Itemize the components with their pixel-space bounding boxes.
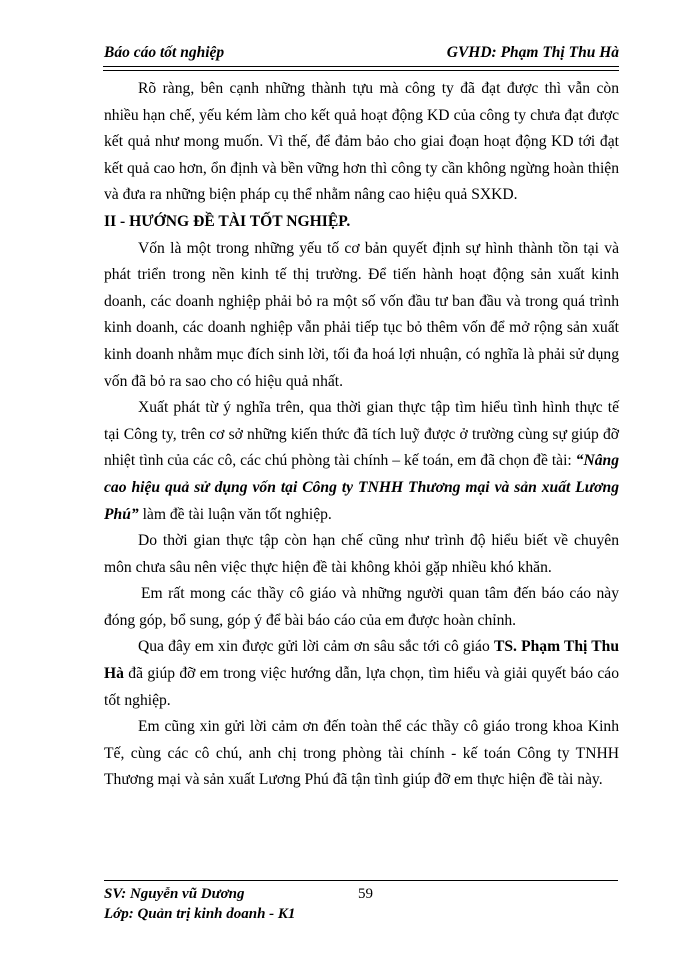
thanks-intro: Qua đây em xin được gửi lời cảm ơn sâu sắc tới cô giáo	[138, 638, 494, 656]
topic-end: làm đề tài luận văn tốt nghiệp.	[138, 505, 332, 523]
paragraph-capital: Vốn là một trong những yếu tố cơ bản quyết định sự hình thành tồn tại và phát triển trong nền kinh tế thị trường. Để tiến hành hoạt động sản xuất kinh doanh, các doanh nghiệp phải bỏ ra một số vốn đầu tư ban đầu và trong quá trình kinh doanh, các doanh nghiệp vẫn phải tiếp tục bỏ thêm vốn để mở rộng sản xuất kinh doanh nhằm mục đích sinh lời, tối đa hoá lợi nhuận, có nghĩa là phải sử dụng vốn đã bỏ ra sao cho có hiệu quả nhất.	[104, 239, 619, 390]
paragraph-feedback: Em rất mong các thầy cô giáo và những người quan tâm đến báo cáo này đóng góp, bổ sung, góp ý để bài báo cáo của em được hoàn chỉnh.	[104, 585, 619, 629]
page-body	[104, 76, 619, 794]
header-divider	[103, 66, 619, 71]
header-report-title: Báo cáo tốt nghiệp	[104, 44, 225, 61]
paragraph-topic	[104, 395, 619, 528]
paragraph-thanks-supervisor	[104, 634, 619, 714]
topic-title: “Nâng cao hiệu quả sử dụng vốn tại Công ty TNHH Thương mại và sản xuất Lương Phú”	[104, 452, 619, 523]
page-footer	[104, 884, 295, 924]
header-supervisor: GVHD: Phạm Thị Thu Hà	[446, 44, 619, 61]
footer-student: SV: Nguyễn vũ Dương	[104, 886, 245, 902]
footer-class: Lớp: Quản trị kinh doanh - K1	[104, 906, 296, 922]
supervisor-name: TS. Phạm Thị Thu Hà	[104, 638, 619, 683]
section-heading: II - HƯỚNG ĐỀ TÀI TỐT NGHIỆP.	[104, 212, 351, 230]
page-number: 59	[358, 886, 373, 902]
paragraph-limitations: Rõ ràng, bên cạnh những thành tựu mà công ty đã đạt được thì vẫn còn nhiều hạn chế, yếu kém làm cho kết quả hoạt động KD của công ty chưa đạt được kết quả như mong muốn. Vì thế, để đảm bảo cho giai đoạn hoạt động KD tới đạt kết quả cao hơn, ổn định và bền vững hơn thì công ty cần không ngừng hoàn thiện và đưa ra những biện pháp cụ thể nhằm nâng cao hiệu quả SXKD.	[104, 80, 619, 204]
topic-intro: Xuất phát từ ý nghĩa trên, qua thời gian thực tập tìm hiểu tình hình thực tế tại Công ty, trên cơ sở những kiến thức đã tích luỹ được ở trường cùng sự giúp đỡ nhiệt tình của các cô, các chú phòng tài chính – kế toán, em đã chọn đề tài:	[104, 399, 619, 470]
paragraph-constraints: Do thời gian thực tập còn hạn chế cũng như trình độ hiểu biết về chuyên môn chưa sâu nên việc thực hiện đề tài không khỏi gặp nhiều khó khăn.	[104, 532, 619, 576]
page-header	[104, 44, 619, 64]
thanks-end: đã giúp đỡ em trong việc hướng dẫn, lựa chọn, tìm hiểu và giải quyết báo cáo tốt nghiệp.	[104, 665, 619, 709]
footer-divider	[104, 880, 618, 881]
paragraph-thanks-faculty: Em cũng xin gửi lời cảm ơn đến toàn thể các thầy cô giáo trong khoa Kinh Tế, cùng các cô chú, anh chị trong phòng tài chính - kế toán Công ty TNHH Thương mại và sản xuất Lương Phú đã tận tình giúp đỡ em thực hiện đề tài này.	[104, 718, 619, 789]
